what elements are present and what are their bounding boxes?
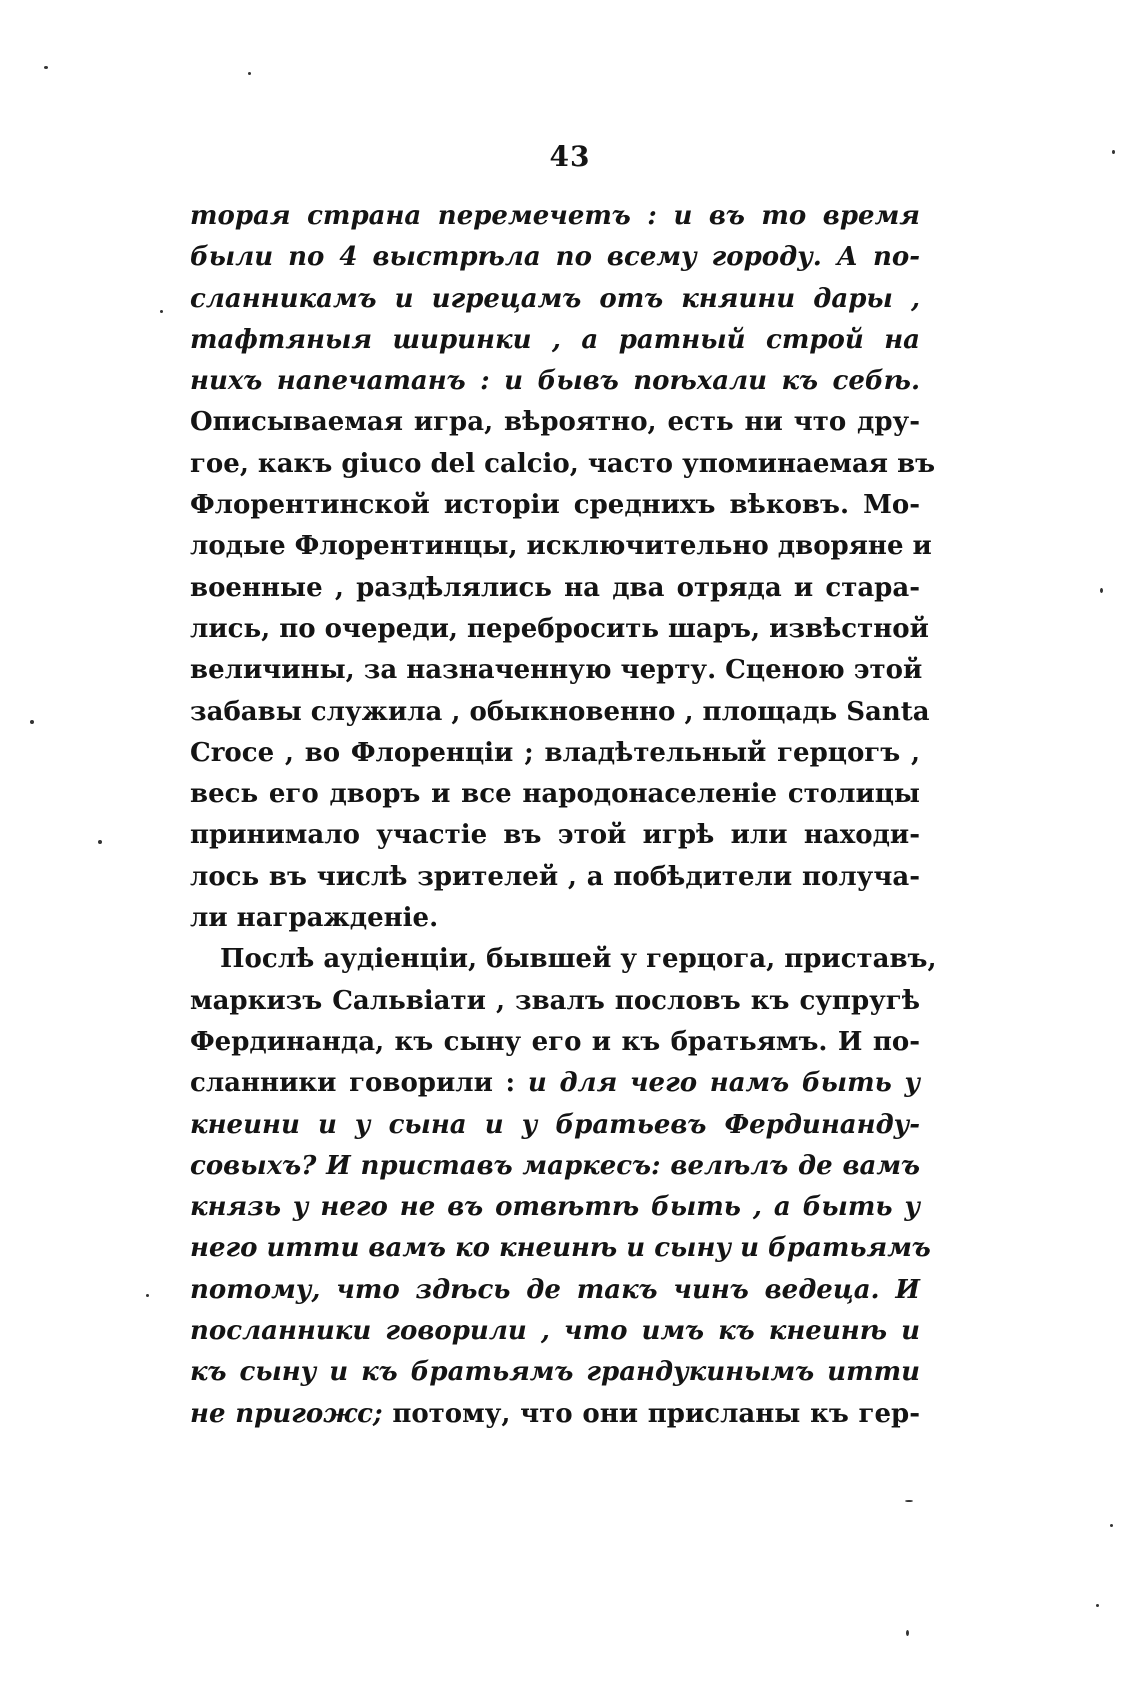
text-segment: лодые Флорентинцы, исключительно дворяне и bbox=[190, 531, 932, 562]
text-line bbox=[190, 939, 937, 980]
text-segment: Послѣ аудіенціи, бывшей у герцога, приставъ, bbox=[220, 944, 937, 975]
italic-quote-segment: не пригожс; bbox=[190, 1398, 393, 1429]
body-text bbox=[190, 196, 937, 1435]
text-line bbox=[190, 1352, 920, 1393]
text-line bbox=[190, 1022, 920, 1063]
text-line bbox=[190, 774, 920, 815]
text-line bbox=[190, 196, 920, 237]
italic-quote-segment: торая страна перемечетъ : и въ то время bbox=[190, 201, 920, 231]
text-segment: гое, какъ giuco del calcio, часто упоминаемая въ bbox=[190, 448, 936, 479]
scan-speck bbox=[44, 66, 48, 69]
italic-quote-segment: сланникамъ и игрецамъ отъ княини дары , bbox=[190, 283, 920, 314]
text-line bbox=[190, 444, 936, 485]
text-line bbox=[190, 1187, 920, 1228]
text-segment: весь его дворъ и все народонаселеніе столицы bbox=[190, 779, 920, 810]
italic-quote-segment: потому, что здѣсь де такъ чинъ ведеца. И bbox=[190, 1274, 920, 1305]
scan-speck bbox=[1096, 1604, 1099, 1607]
text-line bbox=[190, 361, 920, 402]
italic-quote-segment: кнеини и у сына и у братьевъ Фердинанду- bbox=[190, 1109, 920, 1140]
italic-quote-segment: и для чего намъ быть у bbox=[527, 1068, 920, 1099]
text-line bbox=[190, 279, 920, 320]
page-number: 43 bbox=[549, 140, 591, 173]
scan-speck bbox=[98, 840, 102, 844]
italic-quote-segment: посланники говорили , что имъ къ кнеинѣ и bbox=[190, 1316, 920, 1347]
text-segment: принимало участіе въ этой игрѣ или находи- bbox=[190, 820, 920, 851]
text-segment: Описываемая игра, вѣроятно, есть ни что дру- bbox=[190, 407, 920, 438]
text-segment: маркизъ Сальвіати , звалъ пословъ къ супругѣ bbox=[190, 985, 920, 1016]
text-line bbox=[190, 1146, 920, 1187]
scan-speck bbox=[248, 72, 251, 75]
scan-speck bbox=[905, 1500, 913, 1502]
text-line bbox=[190, 1105, 920, 1146]
text-line bbox=[190, 650, 923, 691]
text-line bbox=[190, 733, 920, 774]
text-line bbox=[190, 402, 920, 443]
text-line bbox=[190, 485, 920, 526]
text-line bbox=[190, 237, 920, 278]
text-line bbox=[190, 898, 920, 939]
text-line bbox=[190, 815, 920, 856]
text-line bbox=[190, 857, 920, 898]
text-line bbox=[190, 526, 932, 567]
text-segment: лись, по очереди, перебросить шаръ, извѣстной bbox=[190, 613, 929, 644]
text-line bbox=[190, 1311, 920, 1352]
text-line bbox=[190, 981, 920, 1022]
text-segment: величины, за назначенную черту. Сценою этой bbox=[190, 655, 923, 686]
text-line bbox=[190, 609, 929, 650]
text-segment: потому, что они присланы къ гер- bbox=[392, 1398, 921, 1429]
italic-quote-segment: нихъ напечатанъ : и бывъ поѣхали къ себѣ. bbox=[190, 366, 920, 397]
text-line bbox=[190, 1270, 920, 1311]
text-segment: забавы служила , обыкновенно , площадь Santa bbox=[190, 696, 930, 727]
italic-quote-segment: князь у него не въ отвѣтѣ быть , а быть у bbox=[190, 1192, 920, 1223]
italic-quote-segment: него итти вамъ ко кнеинѣ и сыну и братьямъ bbox=[190, 1233, 931, 1264]
text-line bbox=[190, 1394, 920, 1435]
scan-speck bbox=[906, 1630, 909, 1636]
scan-speck bbox=[146, 1294, 149, 1297]
italic-quote-segment: были по 4 выстрѣла по всему городу. А по- bbox=[190, 242, 920, 273]
scan-speck bbox=[1112, 150, 1115, 154]
scan-speck bbox=[160, 310, 163, 313]
text-segment: военные , раздѣлялись на два отряда и стара- bbox=[190, 572, 920, 603]
text-segment: сланники говорили : bbox=[190, 1068, 528, 1099]
text-segment: Фердинанда, къ сыну его и къ братьямъ. И по- bbox=[190, 1026, 920, 1057]
text-line bbox=[190, 320, 920, 361]
italic-quote-segment: къ сыну и къ братьямъ грандукинымъ итти bbox=[190, 1357, 920, 1388]
scan-speck bbox=[1110, 1524, 1113, 1527]
scan-speck bbox=[30, 720, 34, 724]
italic-quote-segment: тафтяныя ширинки , а ратный строй на bbox=[190, 324, 920, 355]
italic-quote-segment: совыхъ? И приставъ маркесъ: велѣлъ де вамъ bbox=[190, 1150, 920, 1181]
scan-speck bbox=[1100, 588, 1103, 593]
text-segment: Croce , во Флоренціи ; владѣтельный герцогъ , bbox=[190, 737, 920, 768]
text-segment: ли награжденіе. bbox=[190, 903, 439, 934]
text-segment: Флорентинской исторіи среднихъ вѣковъ. Мо- bbox=[190, 490, 920, 521]
text-line bbox=[190, 1063, 920, 1104]
text-segment: лось въ числѣ зрителей , а побѣдители получа- bbox=[190, 861, 920, 892]
text-line bbox=[190, 1228, 931, 1269]
text-line bbox=[190, 692, 930, 733]
text-line bbox=[190, 568, 920, 609]
